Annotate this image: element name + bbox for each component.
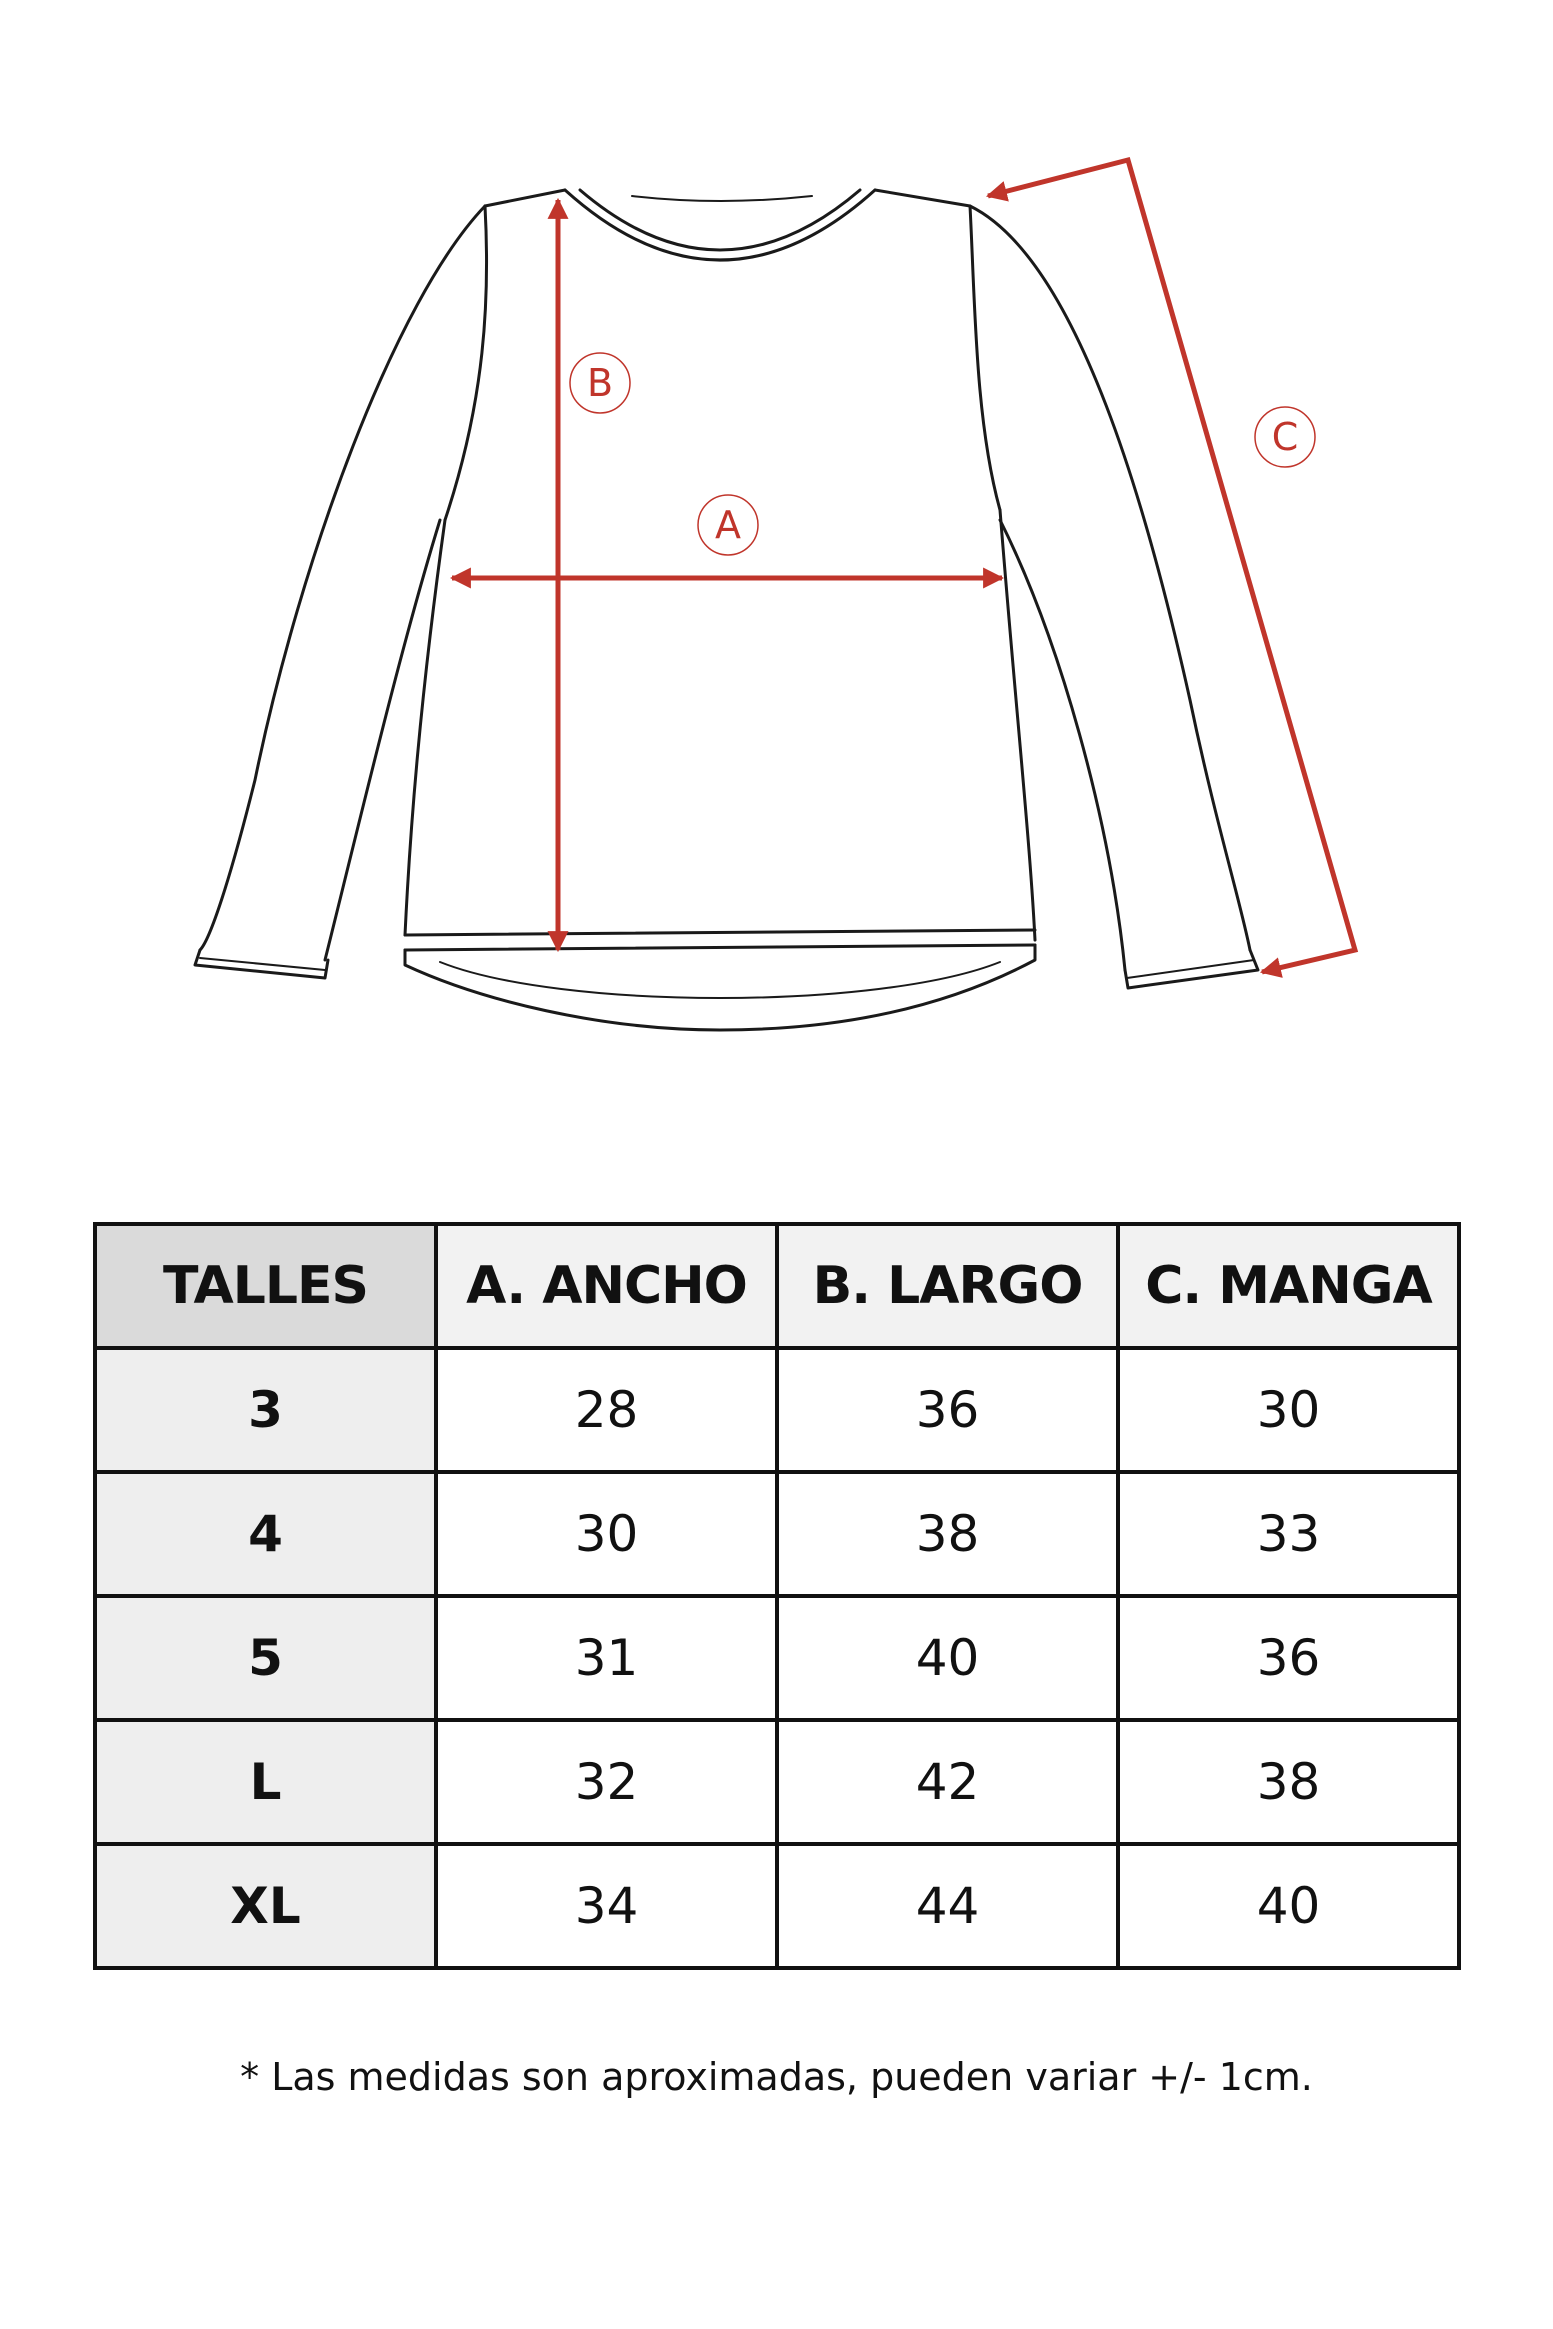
manga-cell: 38 (1118, 1720, 1459, 1844)
size-cell: 3 (95, 1348, 436, 1472)
label-b: B (586, 361, 614, 405)
manga-cell: 36 (1118, 1596, 1459, 1720)
size-cell: XL (95, 1844, 436, 1968)
label-c: C (1271, 415, 1299, 459)
largo-cell: 38 (777, 1472, 1118, 1596)
largo-cell: 44 (777, 1844, 1118, 1968)
largo-cell: 40 (777, 1596, 1118, 1720)
table-row (95, 1348, 1459, 1472)
header-largo: B. LARGO (777, 1224, 1118, 1348)
size-cell: 5 (95, 1596, 436, 1720)
ancho-cell: 34 (436, 1844, 777, 1968)
size-table (93, 1222, 1461, 1970)
largo-cell: 36 (777, 1348, 1118, 1472)
table-row (95, 1844, 1459, 1968)
tshirt-outline (195, 190, 1258, 1030)
manga-cell: 33 (1118, 1472, 1459, 1596)
measure-c-line (988, 160, 1355, 972)
size-cell: L (95, 1720, 436, 1844)
table-row (95, 1596, 1459, 1720)
measure-lines (452, 160, 1355, 972)
measure-labels (570, 353, 1315, 555)
ancho-cell: 30 (436, 1472, 777, 1596)
header-manga: C. MANGA (1118, 1224, 1459, 1348)
table-row (95, 1720, 1459, 1844)
header-talles: TALLES (95, 1224, 436, 1348)
largo-cell: 42 (777, 1720, 1118, 1844)
manga-cell: 30 (1118, 1348, 1459, 1472)
table-row (95, 1472, 1459, 1596)
ancho-cell: 32 (436, 1720, 777, 1844)
footnote: * Las medidas son aproximadas, pueden variar +/- 1cm. (240, 2055, 1313, 2099)
label-a: A (715, 503, 741, 547)
ancho-cell: 28 (436, 1348, 777, 1472)
table-header-row (95, 1224, 1459, 1348)
garment-diagram (0, 0, 1553, 1120)
header-ancho: A. ANCHO (436, 1224, 777, 1348)
ancho-cell: 31 (436, 1596, 777, 1720)
manga-cell: 40 (1118, 1844, 1459, 1968)
size-cell: 4 (95, 1472, 436, 1596)
